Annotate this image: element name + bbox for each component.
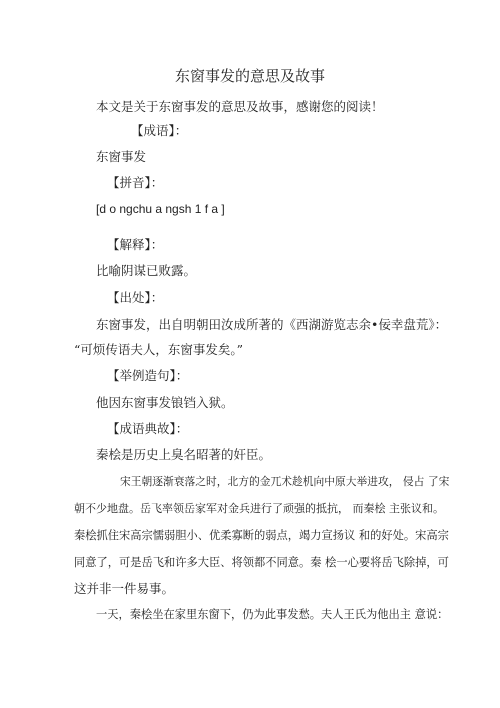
story-line: 秦桧是历史上臭名昭著的奸臣。 — [96, 447, 272, 462]
story-line: 宋王朝逐渐衰落之时，北方的金兀术趁机向中原大举进攻， 侵占 了宋 — [120, 475, 450, 488]
example-heading: 【举例造句】： — [107, 368, 189, 383]
idiom-value: 东窗事发 — [96, 149, 147, 164]
pinyin-heading: 【拼音】： — [107, 175, 164, 190]
story-heading: 【成语典故】： — [107, 421, 189, 436]
pinyin-value: [d o ngchu a ngsh 1 f a ] — [96, 202, 225, 216]
example-value: 他因东窗事发锒铛入狱。 — [96, 395, 234, 410]
story-line: 同意了，可是岳飞和许多大臣、将领都不同意。秦 桧一心要将岳飞除掉，可 — [74, 556, 449, 569]
story-line: 这并非一件易事。 — [74, 581, 175, 596]
explanation-heading: 【解释】： — [107, 237, 164, 252]
story-line: 秦桧抓住宋高宗懦弱胆小、优柔寡断的弱点，竭力宣扬议 和的好处。宋高宗 — [74, 529, 449, 542]
explanation-value: 比喻阴谋已败露。 — [96, 263, 197, 278]
story-line: 一天，秦桧坐在家里东窗下，仍为此事发愁。夫人王氏为他出主 意说： — [96, 608, 449, 621]
story-line: 朝不少地盘。岳飞率领岳家军对金兵进行了顽强的抵抗， 而秦桧 主张议和。 — [74, 502, 444, 515]
idiom-heading: 【成语】： — [131, 123, 188, 138]
source-quote: “可烦传语夫人，东窗事发矣。” — [74, 342, 244, 357]
source-heading: 【出处】： — [107, 290, 164, 305]
page-title: 东窗事发的意思及故事 — [174, 67, 325, 85]
intro-paragraph: 本文是关于东窗事发的意思及故事，感谢您的阅读！ — [96, 99, 384, 114]
source-text: 东窗事发，出自明朝田汝成所著的《西湖游览志余•佞幸盘荒》： — [96, 317, 448, 332]
